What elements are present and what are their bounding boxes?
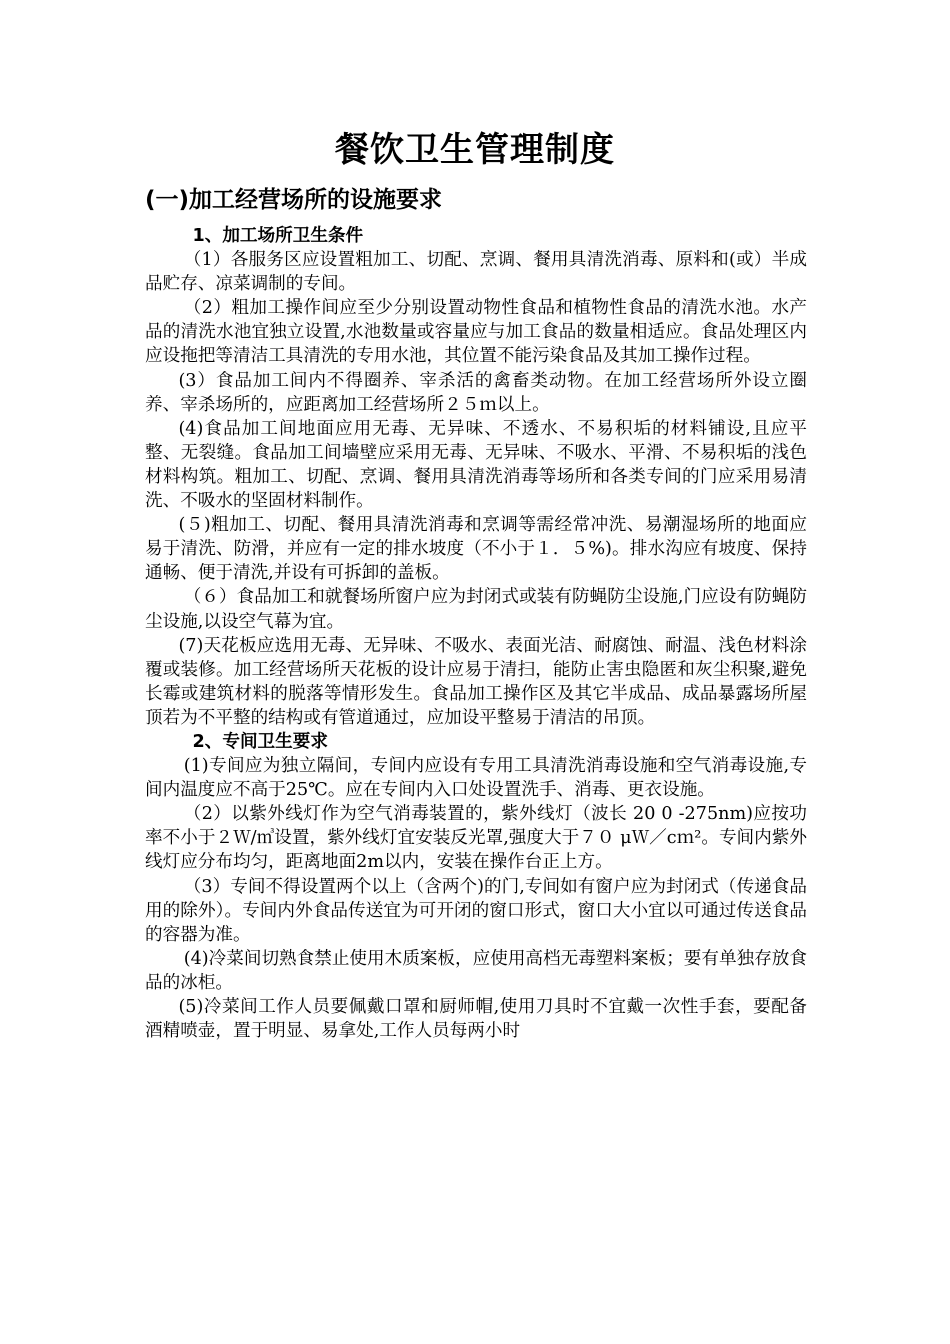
paragraph: (1)专间应为独立隔间，专间内应设有专用工具清洗消毒设施和空气消毒设施,专间内温度应不高于25℃。应在专间内入口处设置洗手、消毒、更衣设施。 [145, 756, 807, 801]
subsection-heading: 2、专间卫生要求 [192, 731, 328, 752]
section-heading: (一)加工经营场所的设施要求 [145, 187, 443, 213]
paragraph: (3）食品加工间内不得圈养、宰杀活的禽畜类动物。在加工经营场所外设立圈养、宰杀场所的，应距离加工经营场所２５ｍ以上。 [145, 370, 807, 415]
document-title: 餐饮卫生管理制度 [335, 130, 615, 170]
paragraph: (7)天花板应选用无毒、无异味、不吸水、表面光洁、耐腐蚀、耐温、浅色材料涂覆或装修。加工经营场所天花板的设计应易于清扫，能防止害虫隐匿和灰尘积聚,避免长霉或建筑材料的脱落等情形发生。食品加工操作区及其它半成品、成品暴露场所屋顶若为不平整的结构或有管道通过，应加设平整易于清洁的吊顶。 [145, 635, 807, 728]
paragraph: （2）粗加工操作间应至少分别设置动物性食品和植物性食品的清洗水池。水产品的清洗水池宜独立设置,水池数量或容量应与加工食品的数量相适应。食品处理区内应设拖把等清洁工具清洗的专用水池，其位置不能污染食品及其加工操作过程。 [145, 298, 807, 367]
subsection-heading: 1、加工场所卫生条件 [192, 226, 364, 246]
paragraph: (4)冷菜间切熟食禁止使用木质案板，应使用高档无毒塑料案板；要有单独存放食品的冰柜。 [145, 948, 807, 993]
paragraph: （3）专间不得设置两个以上（含两个)的门,专间如有窗户应为封闭式（传递食品用的除外）。专间内外食品传送宜为可开闭的窗口形式，窗口大小宜以可通过传送食品的容器为准。 [145, 876, 807, 945]
paragraph: (5)冷菜间工作人员要佩戴口罩和厨师帽,使用刀具时不宜戴一次性手套，要配备酒精喷壶，置于明显、易拿处,工作人员每两小时 [145, 997, 807, 1042]
paragraph: （６）食品加工和就餐场所窗户应为封闭式或装有防蝇防尘设施,门应设有防蝇防尘设施,以设空气幕为宜。 [145, 587, 807, 632]
paragraph: （1）各服务区应设置粗加工、切配、烹调、餐用具清洗消毒、原料和(或）半成品贮存、凉菜调制的专间。 [145, 250, 807, 295]
paragraph: (５)粗加工、切配、餐用具清洗消毒和烹调等需经常冲洗、易潮湿场所的地面应易于清洗、防滑，并应有一定的排水坡度（不小于１．５%)。排水沟应有坡度、保持通畅、便于清洗,并设有可拆卸的盖板。 [145, 515, 807, 584]
document-body [145, 224, 807, 1043]
paragraph: （2）以紫外线灯作为空气消毒装置的，紫外线灯（波长 20 0 -275nm)应按功率不小于２Ｗ/㎥设置，紫外线灯宜安装反光罩,强度大于７０ μＷ／cｍ²。专间内紫外线灯应分布均匀，距离地面2m以内，安装在操作台正上方。 [145, 804, 807, 873]
paragraph: (4)食品加工间地面应用无毒、无异味、不透水、不易积垢的材料铺设,且应平整、无裂缝。食品加工间墙壁应采用无毒、无异味、不吸水、平滑、不易积垢的浅色材料构筑。粗加工、切配、烹调、餐用具清洗消毒等场所和各类专间的门应采用易清洗、不吸水的坚固材料制作。 [145, 418, 807, 512]
